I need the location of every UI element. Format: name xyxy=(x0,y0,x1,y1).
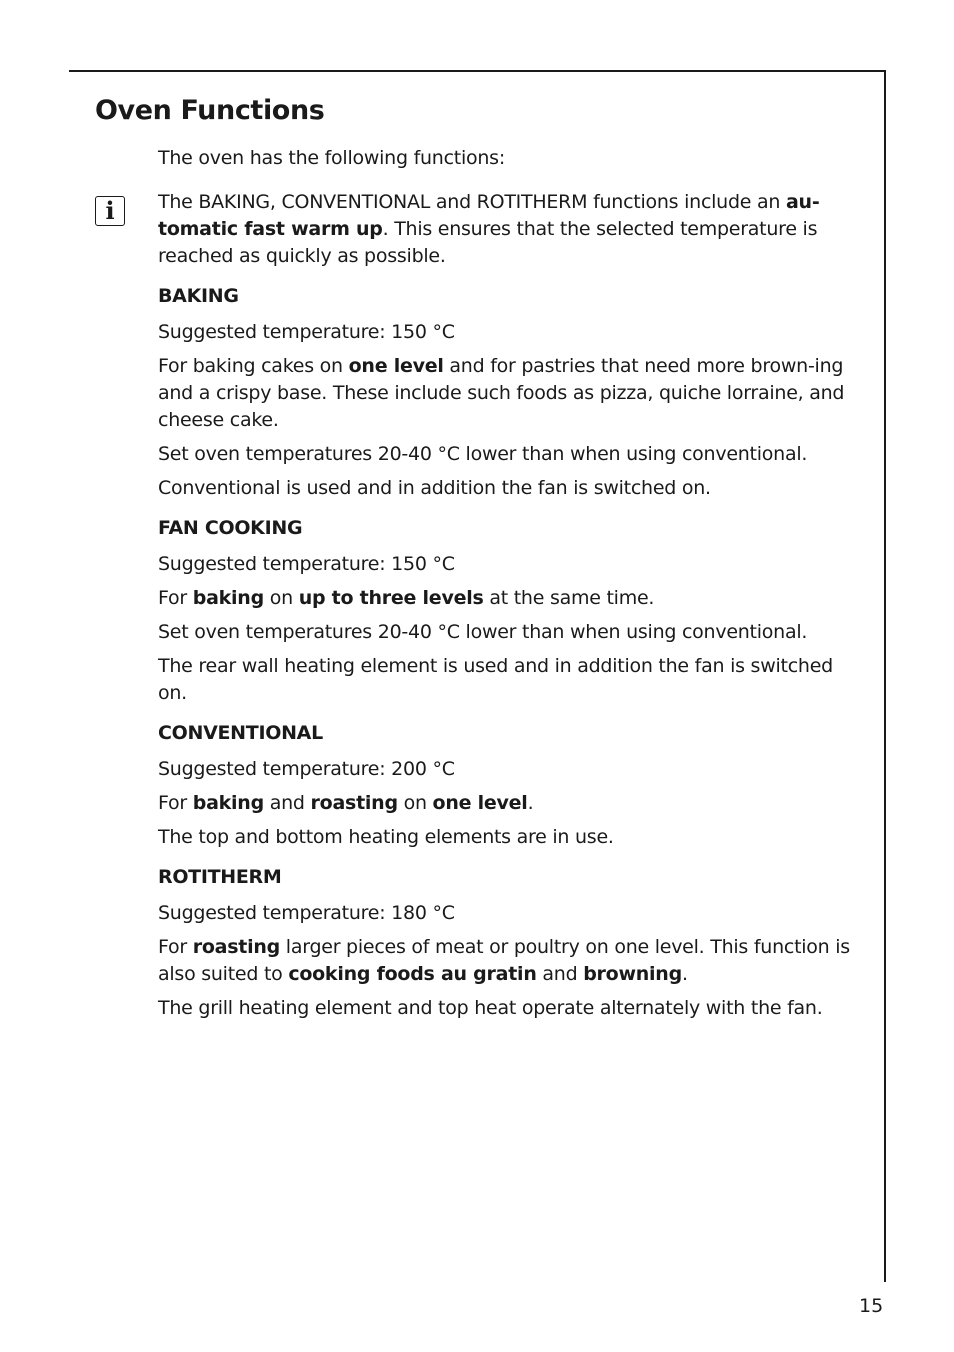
description xyxy=(158,585,863,612)
description: The rear wall heating element is used and in addition the fan is switched on. xyxy=(158,655,833,704)
text: For xyxy=(158,936,193,958)
bold-text: one level xyxy=(432,792,528,814)
bold-text: roasting xyxy=(310,792,398,814)
suggested-temperature: Suggested temperature: 150 °C xyxy=(158,553,455,575)
text: larger pieces of meat or poultry on one level. This function is also suited to xyxy=(158,936,850,985)
section-title-conventional: CONVENTIONAL xyxy=(158,722,323,744)
description: The top and bottom heating elements are in use. xyxy=(158,826,614,848)
section-title-baking: BAKING xyxy=(158,285,239,307)
note-text: . This ensures that the selected temperature is reached as quickly as possible. xyxy=(158,218,818,267)
intro-text: The oven has the following functions: xyxy=(158,147,505,169)
description: Set oven temperatures 20-40 °C lower than when using conventional. xyxy=(158,621,808,643)
text: . xyxy=(681,963,688,985)
text: on xyxy=(263,587,299,609)
text: For xyxy=(158,587,193,609)
suggested-temperature: Suggested temperature: 180 °C xyxy=(158,902,455,924)
description: Conventional is used and in addition the fan is switched on. xyxy=(158,477,711,499)
bold-text: baking xyxy=(192,792,264,814)
description xyxy=(158,353,863,434)
description xyxy=(158,790,863,817)
text: For baking cakes on xyxy=(158,355,349,377)
info-note xyxy=(158,189,863,270)
text: at the same time. xyxy=(483,587,655,609)
page-title: Oven Functions xyxy=(95,95,325,126)
info-icon: i xyxy=(95,196,125,226)
section-title-fan-cooking: FAN COOKING xyxy=(158,517,303,539)
page-number: 15 xyxy=(859,1295,884,1317)
suggested-temperature: Suggested temperature: 200 °C xyxy=(158,758,455,780)
bold-text: cooking foods au gratin xyxy=(288,963,537,985)
text: and for pastries that need more brown-ing and a crispy base. These include such foods as pizza, quiche lorraine, and cheese cake. xyxy=(158,355,845,431)
section-title-rotitherm: ROTITHERM xyxy=(158,866,282,888)
side-rule xyxy=(884,70,886,1282)
bold-text: baking xyxy=(192,587,264,609)
text: and xyxy=(263,792,311,814)
text: on xyxy=(397,792,433,814)
note-text: The BAKING, CONVENTIONAL and ROTITHERM functions include an xyxy=(158,191,786,213)
bold-text: roasting xyxy=(192,936,281,958)
top-rule xyxy=(69,70,886,72)
suggested-temperature: Suggested temperature: 150 °C xyxy=(158,321,455,343)
bold-text: one level xyxy=(348,355,444,377)
text: For xyxy=(158,792,193,814)
description: The grill heating element and top heat operate alternately with the fan. xyxy=(158,997,823,1019)
note-bold: au-tomatic fast warm up xyxy=(158,191,820,240)
text: and xyxy=(536,963,584,985)
bold-text: up to three levels xyxy=(298,587,484,609)
content xyxy=(158,145,863,1022)
description xyxy=(158,934,863,988)
bold-text: browning xyxy=(583,963,682,985)
text: . xyxy=(527,792,534,814)
description: Set oven temperatures 20-40 °C lower than when using conventional. xyxy=(158,443,808,465)
